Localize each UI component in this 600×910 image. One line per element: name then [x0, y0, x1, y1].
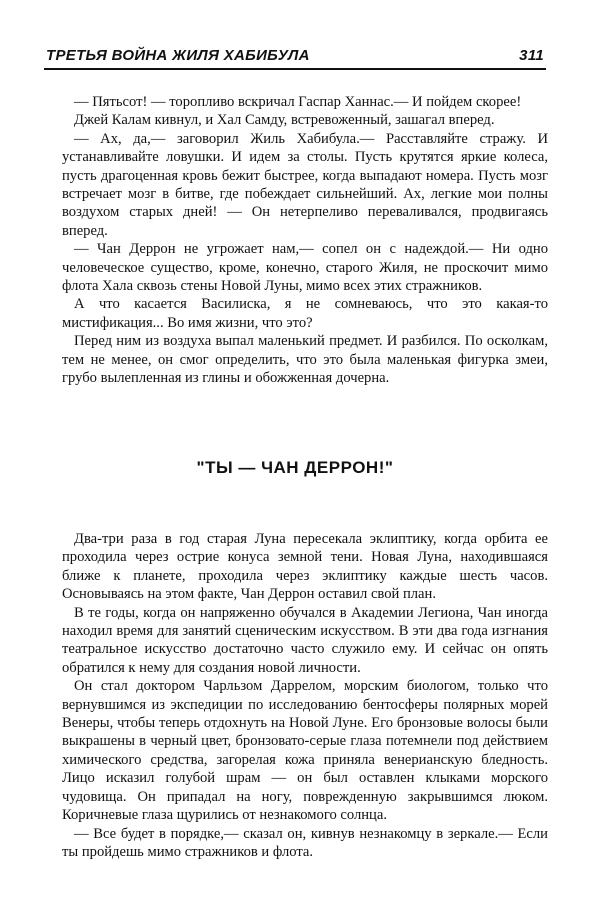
paragraph: Перед ним из воздуха выпал маленький предмет. И разбился. По осколкам, тем не менее, он смог определить, что это была маленькая фигурка змеи, грубо вылепленная из глины и обожженная дочерна. [62, 333, 548, 387]
paragraph: — Все будет в порядке,— сказал он, кивнув незнакомцу в зеркале.— Если ты пройдешь мимо стражников и флота. [62, 825, 548, 860]
section-1-text [62, 93, 548, 388]
paragraph: — Пятьсот! — торопливо вскричал Гаспар Ханнас.— И пойдем скорее! [74, 94, 522, 110]
paragraph: — Ах, да,— заговорил Жиль Хабибула.— Расставляйте стражу. И устанавливайте ловушки. И идем за столы. Пусть крутятся яркие колеса, пусть драгоценная кровь бежит быстрее, когда выпадают номера. Пусть мозг встречает мозг в битве, где побеждает сильнейший. Ах, легкие мои полны воздухом старых дней! — Он нетерпеливо переваливался, продвигаясь вперед. [62, 130, 548, 239]
running-title: ТРЕТЬЯ ВОЙНА ЖИЛЯ ХАБИБУЛА [46, 47, 310, 64]
paragraph: Он стал доктором Чарльзом Даррелом, морским биологом, только что вернувшимся из экспедиции по исследованию бентосферы полярных морей Венеры, чтобы теперь отдохнуть на Новой Луне. Его бронзовые волосы были выкрашены в черный цвет, бронзовато-серые глаза потемнели под действием химического средства, загорелая кожа приняла венерианскую бледность. Лицо исказил голубой шрам — он был оставлен клыками морского чудовища. Он припадал на ногу, поврежденную закрывшимся люком. Коричневые глаза щурились от незнакомого солнца. [62, 678, 548, 824]
section-2-text [62, 530, 548, 861]
paragraph: Джей Калам кивнул, и Хал Самду, встревоженный, зашагал вперед. [74, 112, 495, 129]
paragraph: — Чан Деррон не угрожает нам,— сопел он с надеждой.— Ни одно человеческое существо, кроме, конечно, старого Жиля, не проскочит мимо флота Хала сквозь стены Новой Луны, мимо всех этих стражников. [62, 241, 548, 295]
header-rule [44, 68, 546, 70]
paragraph: Два-три раза в год старая Луна пересекала эклиптику, когда орбита ее проходила через острие конуса земной тени. Новая Луна, находившаяся ближе к планете, проходила через эклиптику каждые шесть часов. Основываясь на этом факте, Чан Деррон оставил свой план. [62, 531, 548, 603]
running-header [46, 40, 544, 64]
chapter-title: "ТЫ — ЧАН ДЕРРОН!" [196, 458, 394, 477]
page-number: 311 [519, 47, 544, 64]
paragraph: В те годы, когда он напряженно обучался в Академии Легиона, Чан иногда находил время для занятий сценическим искусством. В эти два года изгнания театральное искусство достаточно часто служило ему. И сейчас он опять обратился к нему для создания новой личности. [62, 604, 548, 676]
paragraph: А что касается Василиска, я не сомневаюсь, что это какая-то мистификация... Во имя жизни, что это? [62, 296, 548, 331]
